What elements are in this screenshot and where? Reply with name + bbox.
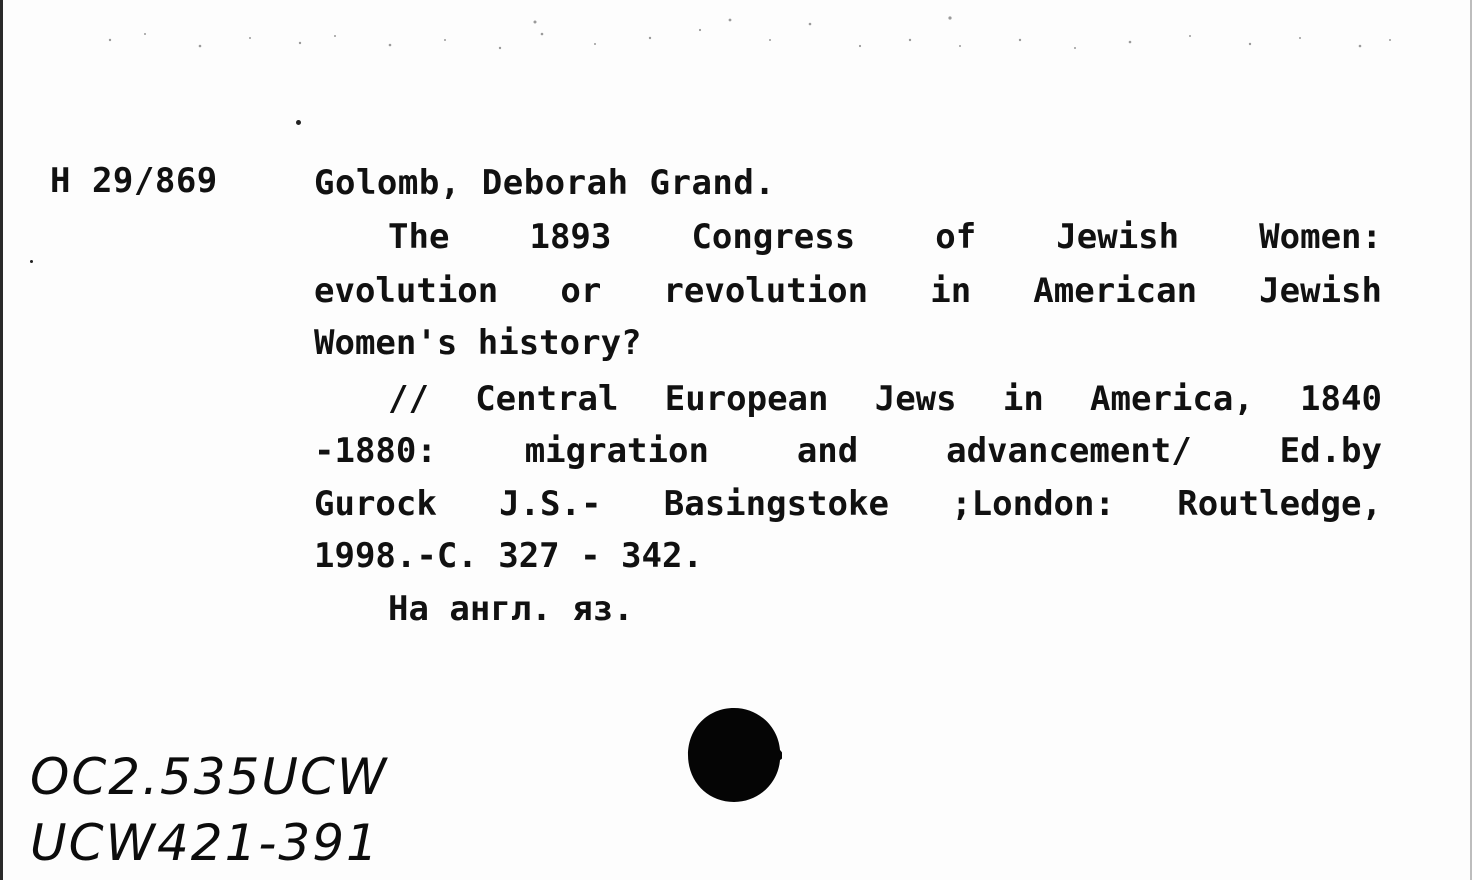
- title-word: Jewish: [1259, 271, 1382, 311]
- source-word: Basingstoke: [663, 484, 889, 524]
- source-line-1: [388, 379, 1382, 419]
- shelfmark: H 29/869: [50, 161, 218, 201]
- title-word: of: [935, 217, 977, 257]
- author-heading: Golomb, Deborah Grand.: [314, 163, 776, 203]
- title-word: 1893: [529, 217, 612, 257]
- handwritten-call-number-1: OC2.535UCW: [30, 748, 389, 806]
- language-note: На англ. яз.: [388, 589, 634, 629]
- source-word: European: [664, 379, 829, 419]
- source-word: America,: [1090, 379, 1254, 419]
- speck: [30, 260, 33, 263]
- source-word: J.S.-: [499, 484, 602, 524]
- card-left-edge: [0, 0, 3, 880]
- source-word: //: [388, 379, 429, 419]
- speck: [296, 120, 301, 125]
- source-word: Ed.by: [1279, 431, 1382, 471]
- title-word: Women:: [1259, 217, 1382, 257]
- source-word: Gurock: [314, 484, 437, 524]
- source-word: Central: [475, 379, 619, 419]
- punch-hole: [686, 706, 782, 804]
- source-word: advancement/: [946, 431, 1192, 471]
- source-line-2: [314, 431, 1382, 471]
- source-word: 1840: [1300, 379, 1382, 419]
- source-word: Routledge,: [1177, 484, 1382, 524]
- title-word: in: [930, 271, 972, 311]
- title-word: or: [560, 271, 602, 311]
- title-line-1: [388, 217, 1382, 257]
- title-line-2: [314, 271, 1382, 311]
- source-word: and: [796, 431, 859, 471]
- scan-speckle-noise: [90, 10, 1410, 60]
- source-word: migration: [524, 431, 709, 471]
- title-word: The: [388, 217, 450, 257]
- source-line-4: 1998.-C. 327 - 342.: [314, 536, 703, 576]
- source-word: ;London:: [951, 484, 1115, 524]
- source-word: Jews: [874, 379, 957, 419]
- source-word: -1880:: [314, 431, 437, 471]
- title-word: American: [1033, 271, 1198, 311]
- handwritten-call-number-2: UCW421-391: [30, 814, 380, 872]
- title-word: Jewish: [1056, 217, 1180, 257]
- title-word: Congress: [691, 217, 856, 257]
- title-word: revolution: [663, 271, 869, 311]
- title-line-3: Women's history?: [314, 323, 642, 363]
- source-word: in: [1002, 379, 1044, 419]
- source-line-3: [314, 484, 1382, 524]
- title-word: evolution: [314, 271, 499, 311]
